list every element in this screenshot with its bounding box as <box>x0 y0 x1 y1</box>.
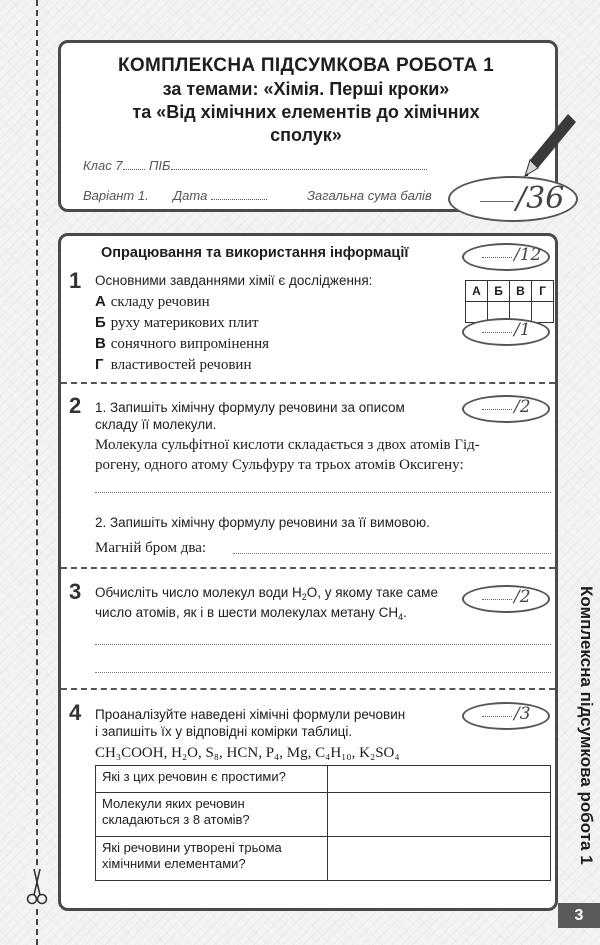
page-title: КОМПЛЕКСНА ПІДСУМКОВА РОБОТА 1 <box>117 55 494 76</box>
q4-row-1-question: Які з цих речовин є простими? <box>96 766 328 793</box>
q4-score-blank <box>482 716 512 717</box>
name-input[interactable] <box>171 169 427 170</box>
q2-part1-line-2: складу її молекули. <box>95 417 217 432</box>
total-score-blank <box>480 201 514 202</box>
section-score-oval[interactable] <box>462 243 550 271</box>
variant-label: Варіант 1. <box>83 188 149 203</box>
q1-answer-table <box>465 280 554 323</box>
q2-part1-line-1: 1. Запишіть хімічну формулу речовини за описом <box>95 400 405 415</box>
date-field <box>173 188 267 203</box>
q1-score-max: /1 <box>514 320 531 340</box>
section-score-blank <box>482 257 512 258</box>
q3-score-max: /2 <box>514 587 531 607</box>
q2-description-line-1: Молекула сульфітної кислоти складається з двох атомів Гід- <box>95 437 480 453</box>
q1-option-d: Г властивостей речовин <box>95 356 252 373</box>
q4-number: 4 <box>69 700 82 725</box>
q2-answer-line-1[interactable] <box>95 492 551 493</box>
subtitle-line-3: сполук» <box>270 125 342 145</box>
q1-answer-cell-d[interactable] <box>532 302 554 323</box>
q4-line-1: Проаналізуйте наведені хімічні формули речовин <box>95 707 406 722</box>
name-field <box>149 158 427 173</box>
q4-row-2-question: Молекули яких речовин складаються з 8 атомів? <box>96 793 328 837</box>
q4-formulas: CH₃COOH, H₂O, S₈, HCN, P₄, Mg, C₄H₁₀, K₂SO₄ <box>95 745 400 761</box>
date-input[interactable] <box>211 199 267 200</box>
q4-line-2: і запишіть їх у відповідні комірки таблиці. <box>95 724 353 739</box>
page-number: 3 <box>558 903 600 928</box>
divider <box>61 567 555 569</box>
q3-answer-line-1[interactable] <box>95 644 551 645</box>
q1-header-a: А <box>466 281 488 302</box>
q3-score-blank <box>482 599 512 600</box>
q3-line-2: число атомів, як і в шести молекулах метану $CH_4$. <box>95 605 407 622</box>
q4-row-2-answer[interactable] <box>328 793 551 837</box>
q2-score-oval[interactable] <box>462 395 550 423</box>
q1-option-b: Б руху материкових плит <box>95 314 259 331</box>
section-title: Опрацювання та використання інформації <box>101 245 409 261</box>
section-score-max: /12 <box>514 245 542 265</box>
class-input[interactable] <box>123 169 145 170</box>
q4-row-3-answer[interactable] <box>328 837 551 881</box>
class-label: Клас 7 <box>83 158 123 173</box>
q2-answer-line-2[interactable] <box>233 553 551 554</box>
total-score-label: Загальна сума балів <box>307 188 432 203</box>
scissors-icon <box>26 866 48 906</box>
q1-score-blank <box>482 332 512 333</box>
q4-row-3-question: Які речовини утворені трьома хімічними елементами? <box>96 837 328 881</box>
side-title: Комплексна підсумкова робота 1 <box>577 586 596 865</box>
class-field <box>83 158 145 173</box>
cut-line <box>36 0 38 945</box>
q3-score-oval[interactable] <box>462 585 550 613</box>
q1-option-c: В сонячного випромінення <box>95 335 270 352</box>
subtitle-line-2: та «Від хімічних елементів до хімічних <box>132 102 480 122</box>
divider <box>61 382 555 384</box>
date-label: Дата <box>173 188 208 203</box>
divider <box>61 688 555 690</box>
q2-description-line-2: рогену, одного атому Сульфуру та трьох атомів Оксигену: <box>95 457 464 473</box>
q2-pronounce-label: Магній бром два: <box>95 540 207 556</box>
total-score-oval[interactable] <box>448 176 578 222</box>
q4-answer-table <box>95 765 551 881</box>
q4-score-oval[interactable] <box>462 702 550 730</box>
q2-number: 2 <box>69 393 82 418</box>
pencil-icon <box>522 110 578 182</box>
total-score-max: /36 <box>516 181 565 216</box>
q3-number: 3 <box>69 579 82 604</box>
q1-score-oval[interactable] <box>462 318 550 346</box>
header-title-area <box>61 55 551 146</box>
q1-number: 1 <box>69 268 82 293</box>
name-label: ПІБ <box>149 158 171 173</box>
subtitle-line-1: за темами: «Хімія. Перші кроки» <box>162 79 450 99</box>
q1-prompt: Основними завданнями хімії є дослідження: <box>95 273 373 288</box>
q4-score-max: /3 <box>514 704 531 724</box>
q2-score-blank <box>482 409 512 410</box>
q1-header-d: Г <box>532 281 554 302</box>
q2-score-max: /2 <box>514 397 531 417</box>
q4-row-1-answer[interactable] <box>328 766 551 793</box>
q2-part2: 2. Запишіть хімічну формулу речовини за її вимовою. <box>95 515 430 530</box>
q3-line-1: Обчисліть число молекул води $H_2O$, у якому таке саме <box>95 585 438 602</box>
q1-option-a: А складу речовин <box>95 293 210 310</box>
q1-header-c: В <box>510 281 532 302</box>
q1-header-b: Б <box>488 281 510 302</box>
q3-answer-line-2[interactable] <box>95 672 551 673</box>
